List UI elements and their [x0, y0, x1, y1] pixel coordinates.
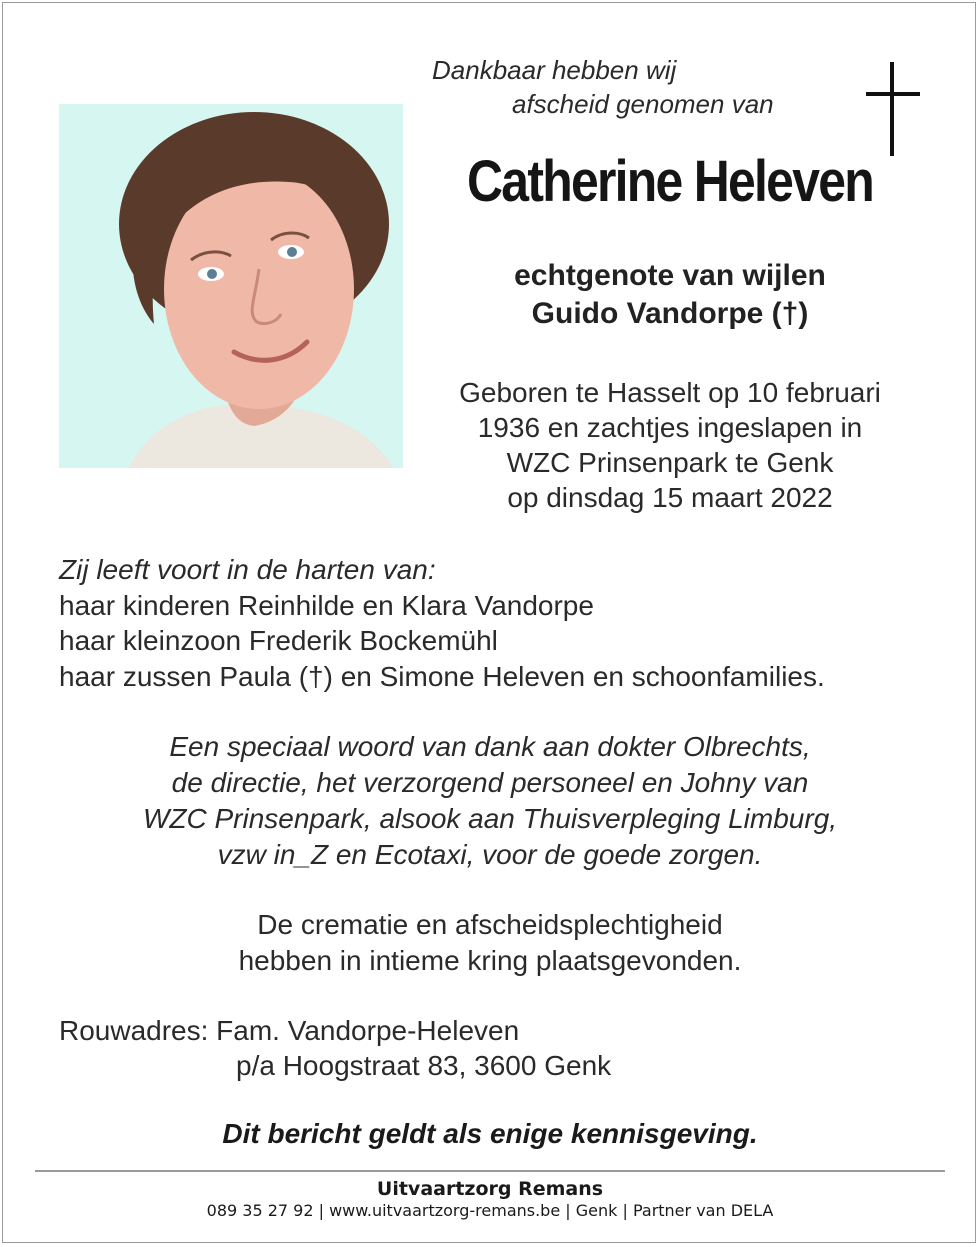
- survivor-line: haar kleinzoon Frederik Bockemühl: [59, 625, 498, 656]
- address-line-1: Rouwadres: Fam. Vandorpe-Heleven: [59, 1015, 520, 1046]
- cross-horizontal-bar: [866, 92, 920, 96]
- funeral-company-contact: 089 35 27 92 | www.uitvaartzorg-remans.be | Genk | Partner van DELA: [206, 1201, 774, 1220]
- mourning-address: [59, 1013, 611, 1083]
- cross-vertical-bar: [890, 62, 894, 156]
- cremation-line: De crematie en afscheidsplechtigheid: [257, 909, 723, 940]
- thanks-line: WZC Prinsenpark, alsook aan Thuisverpleging Limburg,: [142, 803, 838, 834]
- thanks-line: Een speciaal woord van dank aan dokter Olbrechts,: [169, 731, 811, 762]
- cremation-line: hebben in intieme kring plaatsgevonden.: [238, 945, 742, 976]
- portrait-photo: [59, 104, 403, 468]
- survivor-line: haar zussen Paula (†) en Simone Heleven en schoonfamilies.: [59, 660, 825, 692]
- survivor-line: haar kinderen Reinhilde en Klara Vandorpe: [59, 589, 594, 621]
- notice-statement: Dit bericht geldt als enige kennisgeving.: [222, 1118, 758, 1149]
- survivors-section: [59, 552, 825, 694]
- funeral-company-name: Uitvaartzorg Remans: [376, 1178, 604, 1200]
- thanks-section: [40, 729, 940, 873]
- address-line-2: p/a Hoogstraat 83, 3600 Genk: [236, 1050, 612, 1081]
- thanks-line: vzw in_Z en Ecotaxi, voor de goede zorgen.: [217, 839, 763, 870]
- relation-line-2: Guido Vandorpe (†): [531, 297, 809, 330]
- footer-divider: [35, 1170, 945, 1172]
- deceased-name: Catherine Heleven: [466, 149, 874, 214]
- cremation-section: [40, 907, 940, 979]
- relation-line-1: echtgenote van wijlen: [514, 259, 826, 292]
- spouse-info: [420, 257, 920, 333]
- portrait-illustration: [59, 104, 403, 468]
- birth-death-line: WZC Prinsenpark te Genk: [506, 447, 834, 478]
- intro-line-2: afscheid genomen van: [512, 89, 774, 119]
- survivors-heading: Zij leeft voort in de harten van:: [59, 554, 436, 585]
- intro-line-1: Dankbaar hebben wij: [432, 55, 677, 85]
- birth-death-line: Geboren te Hasselt op 10 februari: [459, 377, 881, 408]
- birth-death-line: 1936 en zachtjes ingeslapen in: [477, 412, 863, 443]
- birth-death-line: op dinsdag 15 maart 2022: [507, 482, 833, 513]
- birth-death-info: [420, 375, 920, 515]
- thanks-line: de directie, het verzorgend personeel en Johny van: [171, 767, 809, 798]
